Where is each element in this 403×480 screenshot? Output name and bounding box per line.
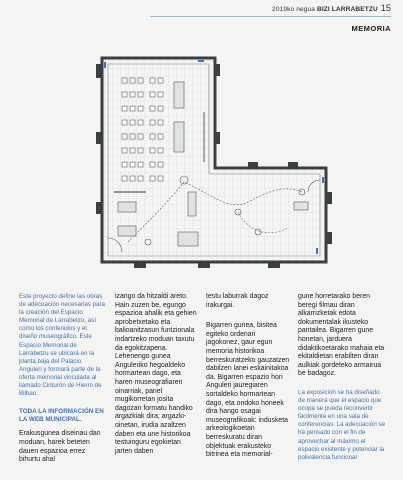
intro-spanish-text: Este proyecto define las obras de adecuación necesarias para la creación del Espacio Memorial de Larrabetzu, así como los contenidos y el diseño museográfico. Este Espacio Memorial de Larrabetzu se ubicará en la planta baja del Palacio Anguleri y formará parte de la oferta memorial vinculada al llamado Cinturón de Hierro de Bilbao. <box>19 293 105 398</box>
col3-paragraph-2: Bigarren gunea, bisitea egiteko ordenari jagokonez, gaur egun memoria historikoa berreskuratzeko gauzatzen dabilzen lanei eskainitakoa da. Bigarren espazio hori Anguleri jauregiaren sortaldeko hormartean dago, eta ondoko honeek dira hango osagai museografikoak: indusketa arkeologikoetan berreskuratu diran objektuak erakusteko bitrinea eta memorial- <box>206 322 290 459</box>
publication-prefix: 2019ko negua <box>272 6 316 13</box>
column-2 <box>115 293 200 456</box>
floor-plan-drawing <box>88 52 335 270</box>
column-4 <box>298 293 388 462</box>
col4-body-text: gune horretarako beren beregi filmau diran alkarrizketak edota dokumentalak ikusteko pantailea. Bigarren gune honetan, jarduera didaktikoetarako mahaia eta ekitaldietan erabilten diran aulkiak gordeteko armairua be badagoz. <box>298 293 385 378</box>
section-title: MEMORIA <box>351 24 391 33</box>
page-number: 15 <box>380 3 391 13</box>
column-3 <box>206 293 290 460</box>
column-1 <box>19 293 105 465</box>
running-header <box>272 3 391 13</box>
col1-body-text: Erakusgunea diseinau dan moduan, harek beteten dauen espazioa errez bihurtu ahal <box>19 430 101 464</box>
exhibition-note-spanish: La exposición se ha diseñado de manera que el espacio que ocupa se pueda reconvertir fácilmente en una sala de conferencias. La adecuación se ha pensado con el fin de aprovechar al máximo el espacio existente y potenciar la polivalencia funcional <box>298 388 386 461</box>
publication-name: BIZI LARRABETZU <box>317 6 378 13</box>
web-info-heading: TODA LA INFORMACIÓN EN LA WEB MUNICIPAL. <box>19 408 104 424</box>
col3-paragraph-1: testu laburrak dagoz irakurgai. <box>206 293 269 309</box>
header-rule <box>150 16 391 17</box>
col2-body-text: izango da hitzaldi areto. Hain zuzen be, egungo espazioa ahalik eta gehien aprobetxetako eta balioanitzasun funtzionala indartzeko moduan taxutu da egokitzapena. Lehenengo gunea Anguleriko hegoaldeko hormartean dago, eta haren museografiaren oinarriak, panel mugikorretan josita dagozan formatu handiko argazkiak dira; argazki-oinetan, irudia azaltzen daben eta une historikoa testuinguru egokietan jarten daben <box>115 293 197 455</box>
